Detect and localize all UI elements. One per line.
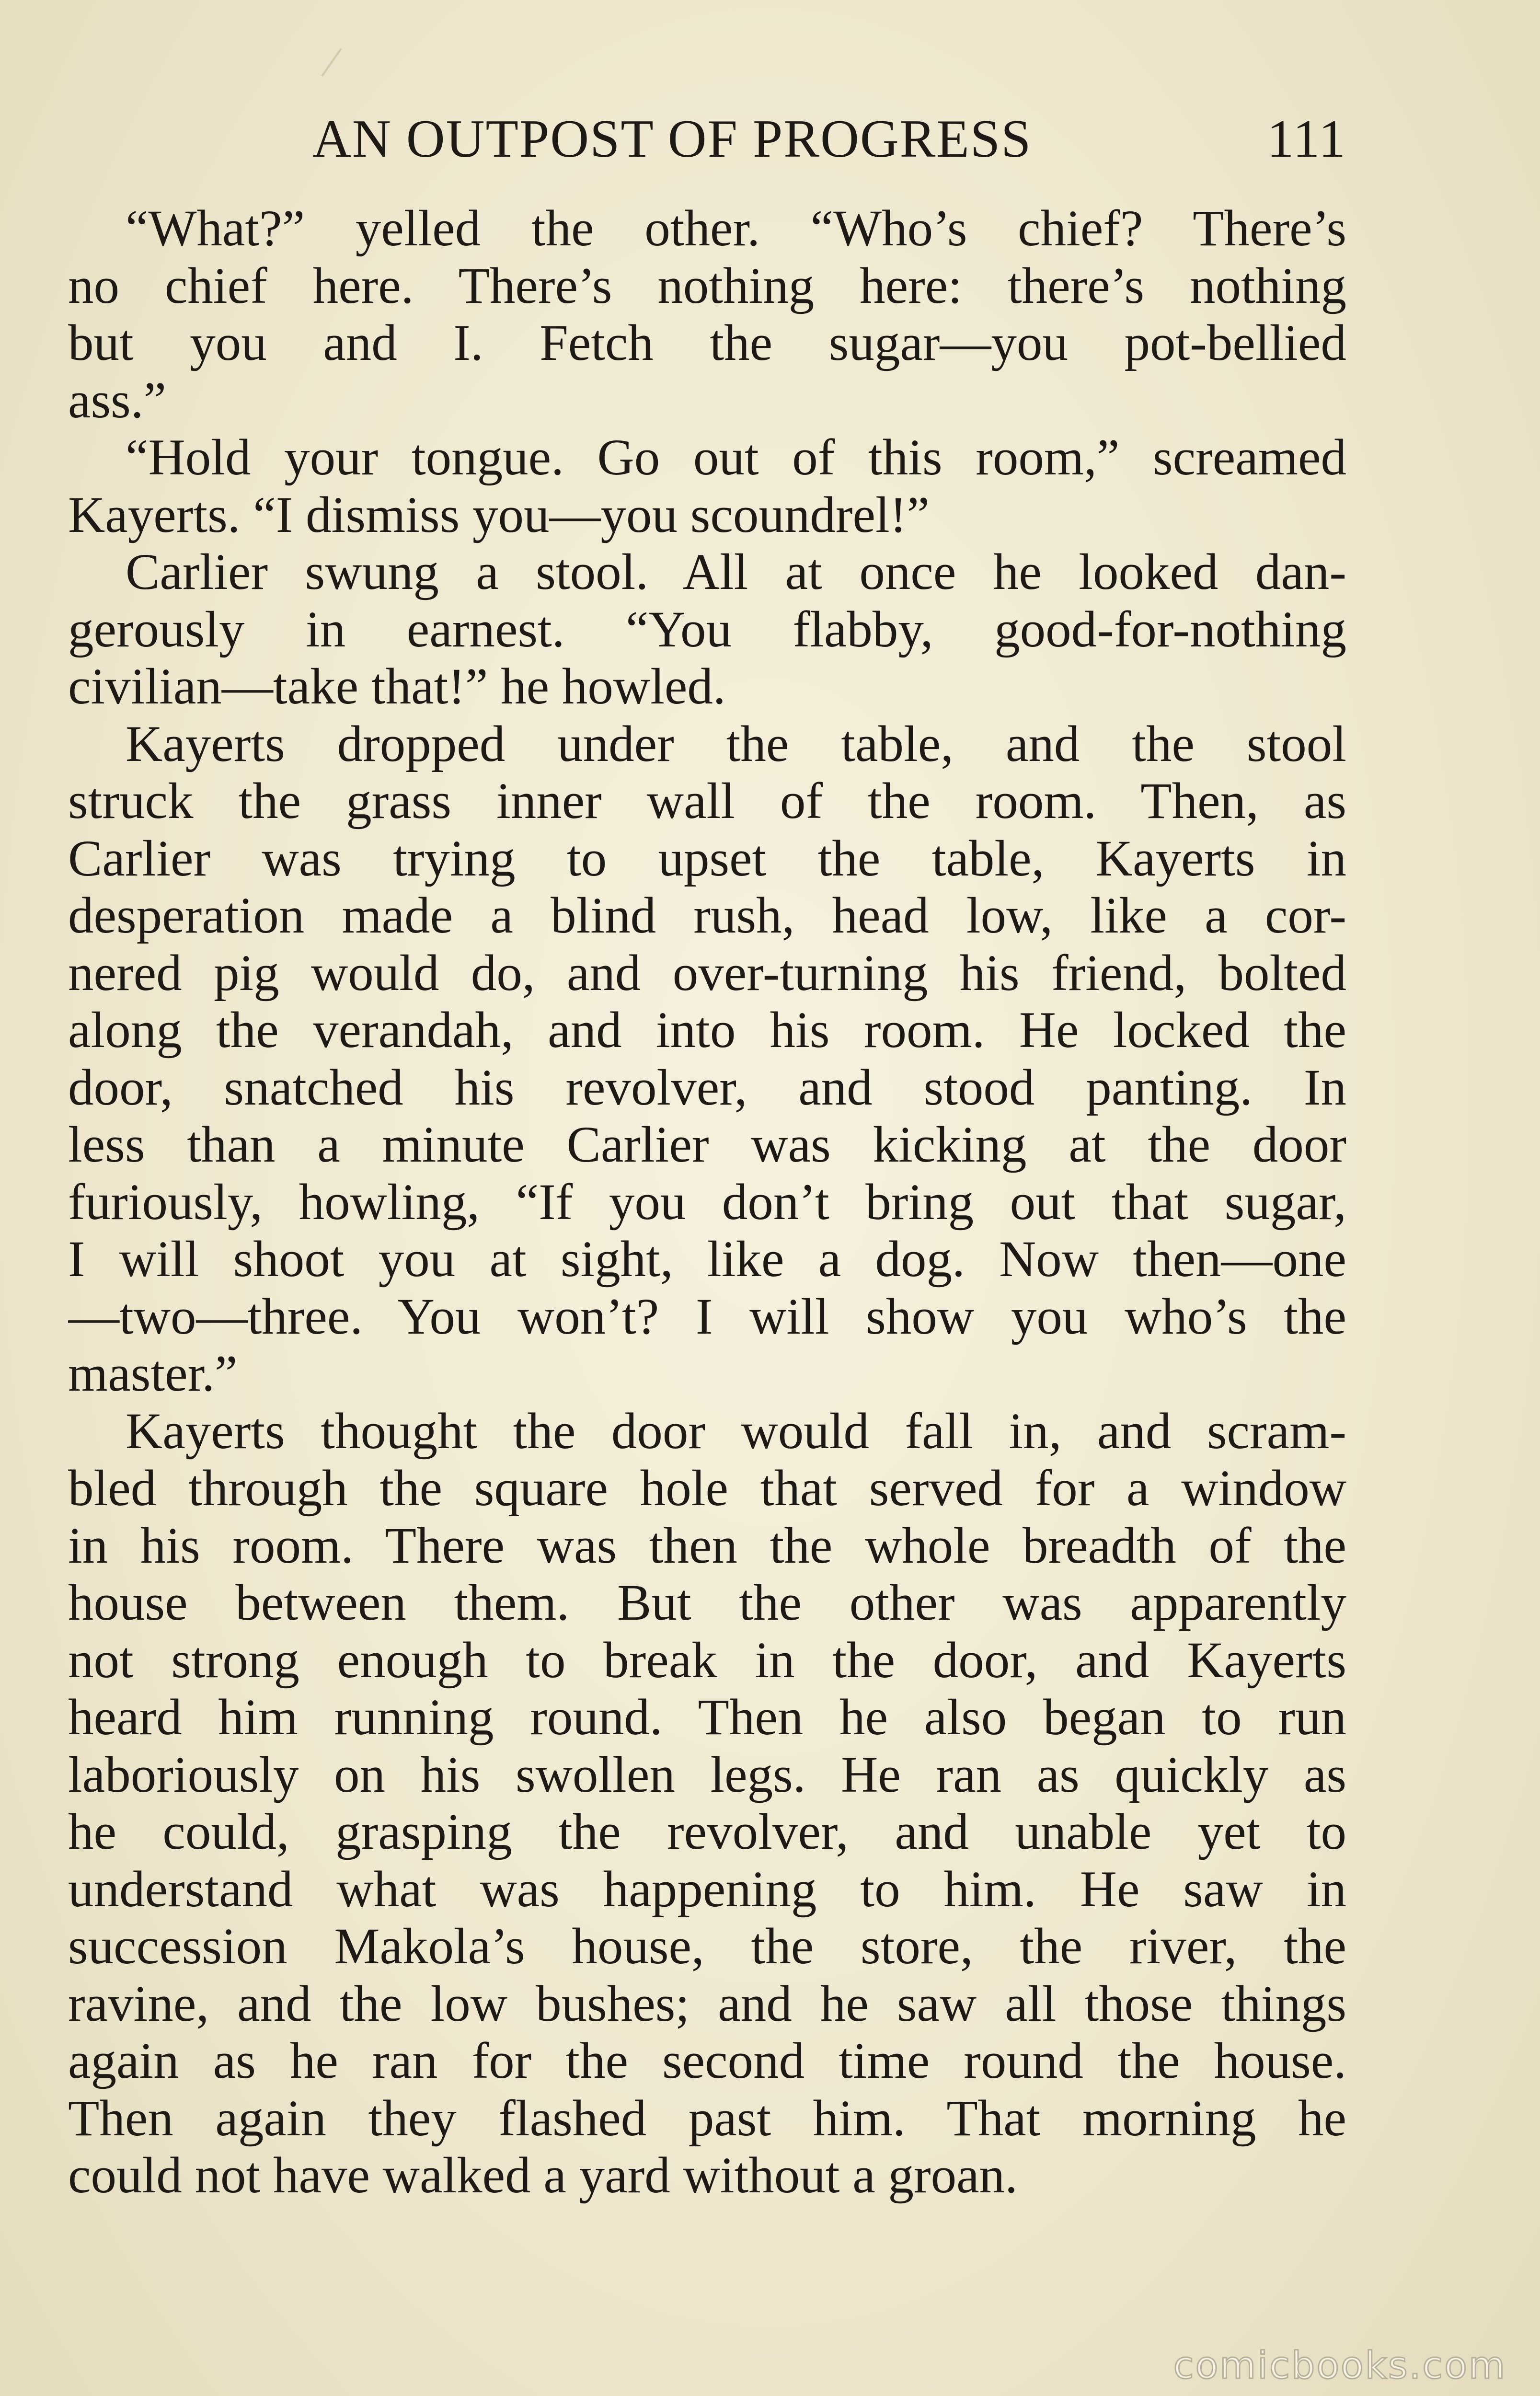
text-line: not strong enough to break in the door, and Kayerts bbox=[68, 1632, 1346, 1689]
text-line: door, snatched his revolver, and stood panting. In bbox=[68, 1059, 1346, 1116]
watermark: comicbooks.com bbox=[1173, 2344, 1506, 2387]
text-line: Then again they flashed past him. That morning he bbox=[68, 2090, 1346, 2147]
text-line: Kayerts. “I dismiss you—you scoundrel!” bbox=[68, 486, 930, 543]
text-line: in his room. There was then the whole breadth of the bbox=[68, 1517, 1346, 1574]
text-line: could not have walked a yard without a groan. bbox=[68, 2147, 1018, 2204]
text-line: “Hold your tongue. Go out of this room,” screamed bbox=[126, 429, 1346, 486]
text-line: Carlier swung a stool. All at once he looked dan- bbox=[126, 544, 1346, 600]
running-head-title: AN OUTPOST OF PROGRESS bbox=[312, 109, 1032, 169]
text-line: again as he ran for the second time round the house. bbox=[68, 2033, 1346, 2089]
text-line: understand what was happening to him. He saw in bbox=[68, 1861, 1346, 1918]
text-line: no chief here. There’s nothing here: there’s nothing bbox=[68, 257, 1346, 314]
text-line: “What?” yelled the other. “Who’s chief? There’s bbox=[126, 200, 1346, 257]
text-line: I will shoot you at sight, like a dog. Now then—one bbox=[68, 1231, 1346, 1288]
text-line: Carlier was trying to upset the table, Kayerts in bbox=[68, 830, 1346, 887]
body-text bbox=[68, 200, 1346, 2205]
text-line: ravine, and the low bushes; and he saw all those things bbox=[68, 1975, 1346, 2032]
text-line: furiously, howling, “If you don’t bring out that sugar, bbox=[68, 1174, 1346, 1231]
text-line: less than a minute Carlier was kicking at the door bbox=[68, 1117, 1346, 1173]
text-line: Kayerts thought the door would fall in, and scram- bbox=[126, 1403, 1346, 1460]
text-line: —two—three. You won’t? I will show you who’s the bbox=[68, 1288, 1346, 1345]
paper-scuff-mark bbox=[321, 48, 342, 77]
text-line: but you and I. Fetch the sugar—you pot-bellied bbox=[68, 315, 1346, 371]
text-line: nered pig would do, and over-turning his friend, bolted bbox=[68, 945, 1346, 1002]
text-line: Kayerts dropped under the table, and the stool bbox=[126, 715, 1346, 772]
text-line: along the verandah, and into his room. He locked the bbox=[68, 1002, 1346, 1059]
text-line: civilian—take that!” he howled. bbox=[68, 658, 726, 715]
text-line: house between them. But the other was apparently bbox=[68, 1575, 1346, 1631]
text-line: master.” bbox=[68, 1346, 238, 1402]
text-line: desperation made a blind rush, head low, like a cor- bbox=[68, 887, 1346, 944]
running-head bbox=[72, 103, 1346, 175]
text-line: heard him running round. Then he also began to run bbox=[68, 1689, 1346, 1746]
text-line: ass.” bbox=[68, 372, 167, 429]
text-line: gerously in earnest. “You flabby, good-for-nothing bbox=[68, 601, 1346, 658]
text-line: he could, grasping the revolver, and unable yet to bbox=[68, 1804, 1346, 1860]
page-number: 111 bbox=[1267, 109, 1346, 169]
text-line: succession Makola’s house, the store, the river, the bbox=[68, 1918, 1346, 1975]
text-line: bled through the square hole that served for a window bbox=[68, 1460, 1346, 1517]
text-line: laboriously on his swollen legs. He ran as quickly as bbox=[68, 1746, 1346, 1803]
text-line: struck the grass inner wall of the room. Then, as bbox=[68, 773, 1346, 829]
